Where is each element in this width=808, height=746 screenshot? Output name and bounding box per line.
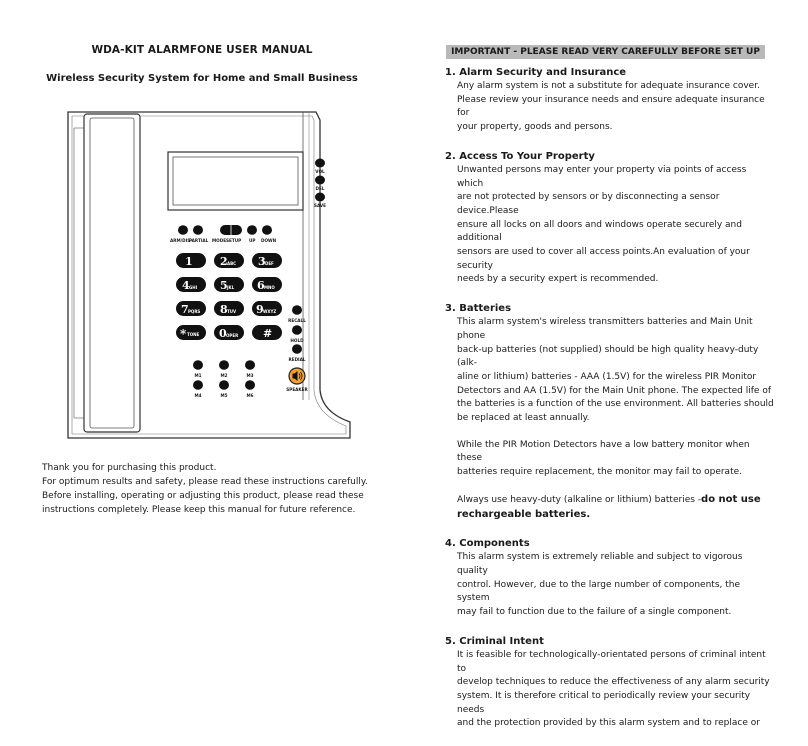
body-line: control. However, due to the large number of components, the system <box>457 579 741 604</box>
section-heading: 4. Components <box>445 538 530 550</box>
m5-button <box>219 380 229 390</box>
svg-text:9: 9 <box>256 303 264 316</box>
svg-text:DEF: DEF <box>265 261 274 266</box>
del-label: DEL <box>315 186 325 191</box>
m6-button <box>245 380 255 390</box>
m4-button <box>193 380 203 390</box>
hold-button <box>292 325 302 335</box>
m3-label: M3 <box>246 373 254 378</box>
body-line: the batteries is a function of the use environment. All batteries should <box>457 399 774 410</box>
svg-text:4: 4 <box>182 279 190 292</box>
body-line: Detectors and AA (1.5V) for the Main Unit phone. The expected life of <box>457 385 772 396</box>
body-line: This alarm system's wireless transmitters batteries and Main Unit phone <box>457 317 753 341</box>
svg-text:MNO: MNO <box>264 285 275 290</box>
redial-label: REDIAL <box>288 357 306 362</box>
body-line: back-up batteries (not supplied) should be high quality heavy-duty (alk- <box>457 344 759 369</box>
body-line: Unwanted persons may enter your property via points of access which <box>457 164 747 189</box>
up-label: UP <box>249 238 256 243</box>
svg-text:*: * <box>180 327 187 341</box>
body-line: needs by a security expert is recommended. <box>457 274 659 285</box>
svg-text:1: 1 <box>185 255 193 268</box>
recall-label: RECALL <box>288 318 306 323</box>
intro-line: For optimum results and safety, please read these instructions carefully. <box>42 477 368 487</box>
body-line: develop techniques to reduce the effectiveness of any alarm security <box>457 677 770 688</box>
svg-text:5: 5 <box>220 279 228 292</box>
lcd-screen <box>168 152 303 210</box>
section-heading: 5. Criminal Intent <box>445 635 544 647</box>
svg-text:3: 3 <box>258 255 266 268</box>
mode-label: MODE <box>212 238 227 243</box>
down-button <box>262 225 272 235</box>
intro-line: instructions completely. Please keep this manual for future reference. <box>42 505 356 515</box>
svg-text:6: 6 <box>257 279 265 292</box>
svg-text:TONE: TONE <box>187 332 200 337</box>
section-components <box>445 537 775 620</box>
armdis-label: ARM/DIS <box>170 238 191 243</box>
body-line: While the PIR Motion Detectors have a low battery monitor when these <box>457 439 750 464</box>
section-heading: 2. Access To Your Property <box>445 150 595 162</box>
del-button <box>315 176 325 185</box>
m4-label: M4 <box>194 393 202 398</box>
section-heading: 3. Batteries <box>445 303 512 315</box>
partial-button <box>193 225 203 235</box>
important-banner: IMPORTANT - PLEASE READ VERY CAREFULLY BEFORE SET UP <box>446 45 765 59</box>
manual-subtitle: Wireless Security System for Home and Small Business <box>46 73 358 84</box>
body-line: and the protection provided by this alarm system and to replace or <box>457 718 760 729</box>
partial-label: PARTIAL <box>189 238 209 243</box>
up-button <box>247 225 257 235</box>
m2-button <box>219 360 229 370</box>
svg-text:2: 2 <box>220 255 228 268</box>
body-line: sensors are used to cover all access points.An evaluation of your security <box>457 247 750 271</box>
setup-label: SETUP <box>226 238 242 243</box>
section-heading: 1. Alarm Security and Insurance <box>445 67 627 78</box>
recall-button <box>292 305 302 315</box>
body-line: your property, goods and persons. <box>457 122 613 133</box>
handset <box>84 114 140 432</box>
svg-text:PQRS: PQRS <box>188 309 201 314</box>
speaker-label: SPEAKER <box>286 387 308 392</box>
body-line: batteries require replacement, the monitor may fail to operate. <box>457 467 742 478</box>
vol-button <box>315 159 325 168</box>
save-button <box>315 193 325 202</box>
section-insurance <box>445 66 775 135</box>
body-line: Always use heavy-duty (alkaline or lithium) batteries - <box>457 494 702 505</box>
intro-line: Thank you for purchasing this product. <box>42 463 217 473</box>
m3-button <box>245 360 255 370</box>
sections <box>445 66 775 746</box>
svg-text:OPER: OPER <box>226 333 239 338</box>
warning-bold: rechargeable batteries. <box>457 508 591 520</box>
m2-label: M2 <box>220 373 228 378</box>
phone-drawing <box>60 100 355 445</box>
m1-button <box>193 360 203 370</box>
body-line: are not protected by sensors or by disconnecting a sensor device.Please <box>457 192 720 216</box>
svg-text:WXYZ: WXYZ <box>263 309 277 314</box>
svg-text:TUV: TUV <box>227 309 237 314</box>
svg-text:8: 8 <box>220 303 228 316</box>
intro-line: Before installing, operating or adjusting this product, please read these <box>42 491 364 501</box>
section-access <box>445 150 775 287</box>
body-line: ensure all locks on all doors and windows operate securely and additional <box>457 219 742 244</box>
vol-label: VOL <box>315 169 325 174</box>
svg-text:GHI: GHI <box>189 285 198 290</box>
body-line: aline or lithium) batteries - AAA (1.5V) for the wireless PIR Monitor <box>457 371 757 382</box>
save-label: SAVE <box>313 203 327 208</box>
body-line: It is feasible for technologically-orientated persons of criminal intent to <box>457 649 766 674</box>
svg-text:0: 0 <box>219 327 227 340</box>
svg-text:7: 7 <box>181 303 189 316</box>
body-line: Any alarm system is not a substitute for adequate insurance cover. <box>457 81 760 91</box>
warning-bold: do not use <box>701 493 761 505</box>
m6-label: M6 <box>246 393 254 398</box>
body-line: Please review your insurance needs and ensure adequate insurance for <box>457 94 765 119</box>
manual-title: WDA-KIT ALARMFONE USER MANUAL <box>91 44 313 56</box>
armdis-button <box>178 225 188 235</box>
hold-label: HOLD <box>290 338 304 343</box>
section-criminal-intent <box>445 635 775 731</box>
m1-label: M1 <box>194 373 202 378</box>
phone-illustration <box>60 100 355 449</box>
redial-button <box>292 344 302 354</box>
intro-text <box>42 461 382 517</box>
body-line: system. It is therefore critical to periodically review your security needs <box>457 690 751 715</box>
section-batteries <box>445 302 775 522</box>
body-line: This alarm system is extremely reliable and subject to vigorous quality <box>457 552 743 576</box>
body-line: may fail to function due to the failure of a single component. <box>457 607 732 618</box>
body-line: be replaced at least annually. <box>457 413 590 424</box>
svg-text:#: # <box>263 327 273 340</box>
down-label: DOWN <box>261 238 277 243</box>
svg-text:ABC: ABC <box>227 261 237 266</box>
m5-label: M5 <box>220 393 228 398</box>
svg-text:JKL: JKL <box>227 285 235 290</box>
